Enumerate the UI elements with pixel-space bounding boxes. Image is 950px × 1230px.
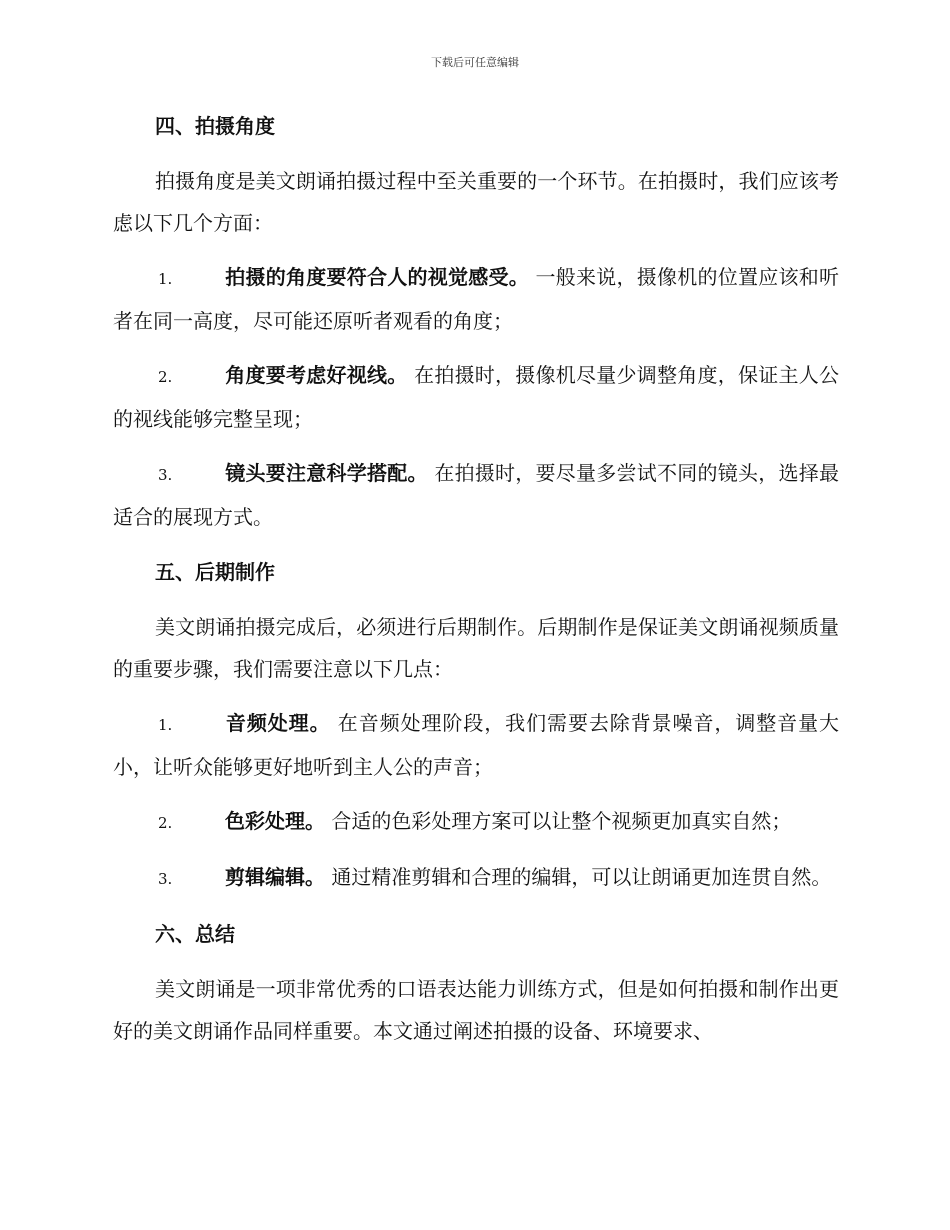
list-item-lead: 剪辑编辑。 bbox=[225, 865, 325, 889]
list-item bbox=[113, 354, 839, 440]
list-item-text: 一般来说，摄像机的位置应该和听者在同一高度，尽可能还原听者观看的角度； bbox=[113, 265, 840, 333]
section-intro: 拍摄角度是美文朗诵拍摄过程中至关重要的一个环节。在拍摄时，我们应该考虑以下几个方面： bbox=[113, 169, 839, 235]
list-number: 3. bbox=[158, 466, 173, 484]
list-number: 3. bbox=[158, 870, 173, 888]
list-item-lead: 角度要考虑好视线。 bbox=[225, 363, 408, 387]
section-intro: 美文朗诵是一项非常优秀的口语表达能力训练方式，但是如何拍摄和制作出更好的美文朗诵作品同样重要。本文通过阐述拍摄的设备、环境要求、 bbox=[113, 977, 839, 1043]
page-header: 下载后可任意编辑 bbox=[431, 56, 519, 69]
list-item bbox=[113, 800, 839, 844]
list-item bbox=[113, 452, 839, 538]
section-heading: 五、后期制作 bbox=[155, 560, 275, 584]
list-item bbox=[113, 702, 839, 788]
list-item bbox=[113, 856, 839, 900]
document-body bbox=[113, 104, 839, 1052]
section-heading: 四、拍摄角度 bbox=[155, 114, 275, 138]
section-intro: 美文朗诵拍摄完成后，必须进行后期制作。后期制作是保证美文朗诵视频质量的重要步骤，我们需要注意以下几点： bbox=[113, 615, 839, 681]
list-item-text: 合适的色彩处理方案可以让整个视频更加真实自然； bbox=[325, 809, 792, 833]
list-item-text: 在音频处理阶段，我们需要去除背景噪音，调整音量大小，让听众能够更好地听到主人公的声音； bbox=[113, 711, 840, 779]
list-number: 2. bbox=[158, 368, 173, 386]
list-item-text: 在拍摄时，摄像机尽量少调整角度，保证主人公的视线能够完整呈现； bbox=[113, 363, 840, 431]
list-item-lead: 音频处理。 bbox=[225, 711, 331, 735]
list-number: 1. bbox=[158, 270, 173, 288]
section-heading: 六、总结 bbox=[155, 922, 235, 946]
list-item-text: 在拍摄时，要尽量多尝试不同的镜头，选择最适合的展现方式。 bbox=[113, 461, 840, 529]
list-item-lead: 色彩处理。 bbox=[225, 809, 325, 833]
list-item bbox=[113, 256, 839, 342]
list-item-lead: 镜头要注意科学搭配。 bbox=[225, 461, 428, 485]
list-item-text: 通过精准剪辑和合理的编辑，可以让朗诵更加连贯自然。 bbox=[325, 865, 832, 889]
list-item-lead: 拍摄的角度要符合人的视觉感受。 bbox=[225, 265, 529, 289]
list-number: 2. bbox=[158, 814, 173, 832]
list-number: 1. bbox=[158, 716, 173, 734]
